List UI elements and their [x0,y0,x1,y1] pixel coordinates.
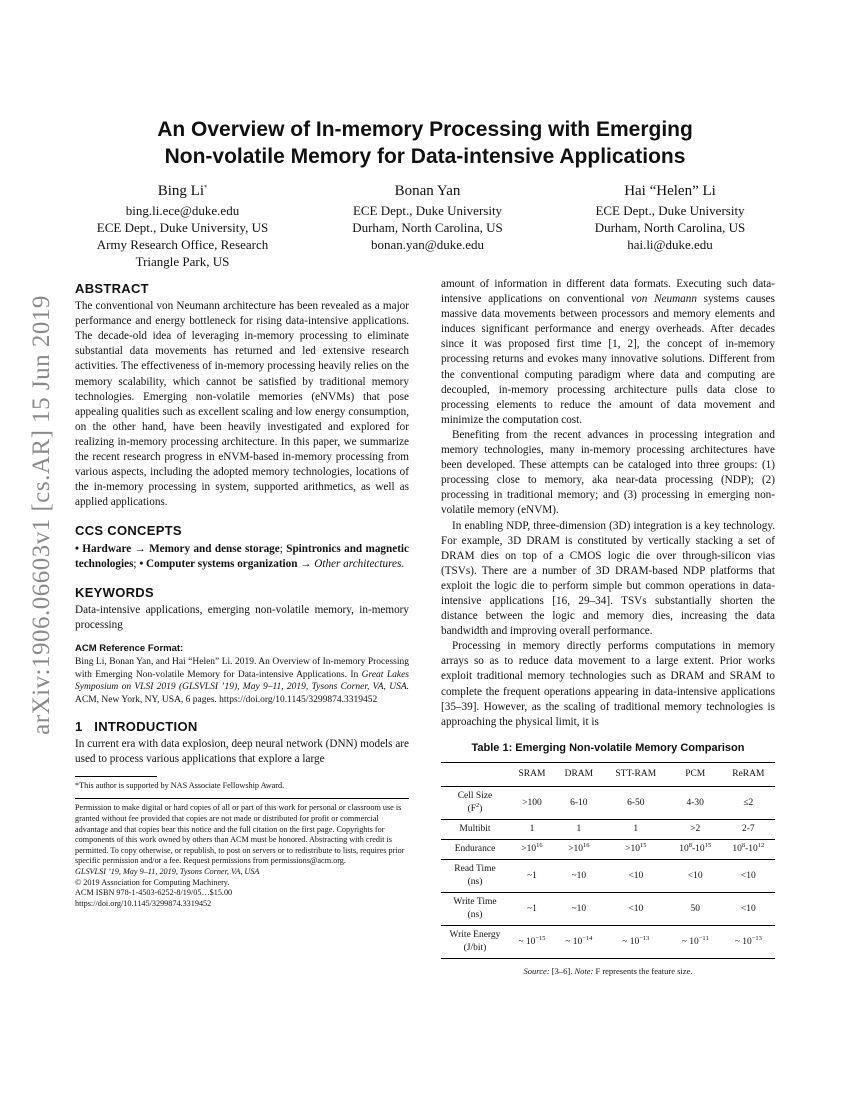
author-email: hai.li@duke.edu [627,237,713,252]
table-caption: Table 1: Emerging Non-volatile Memory Comparison [471,741,745,754]
author-1 [80,183,285,270]
table-cell: <10 [722,860,775,893]
ccs-text: • Hardware → Memory and dense storage; Spintronics and magnetic technologies; • Computer systems organization → Other architectures. [75,542,410,570]
table-cell: >2 [669,820,722,840]
row-label: Read Time (ns) [441,860,509,893]
table-cell: $>10^{15}$ [603,840,669,860]
table-row [441,820,775,840]
author-block [80,183,770,270]
intro-paragraph-2: Benefiting from the recent advances in processing integration and memory technologies, many in-memory processing architectures have been developed. These attempts can be cataloged into three groups: (1) processing close to memory, aka near-data processing (NDP); (2) processing in traditional memory; and (3) processing in emerging non-volatile memory (eNVM). [441,428,775,517]
abstract-text: The conventional von Neumann architecture has been revealed as a major performance and energy bottleneck for rising data-intensive applications. The decade-old idea of leveraging in-memory processing to eliminate substantial data movements has returned and led extensive research activities. The effectiveness of in-memory processing heavily relies on the memory scalability, which cannot be satisfied by traditional memory technologies. Emerging non-volatile memories (eNVMs) that pose appealing qualities such as excellent scaling and low energy consumption, on the other hand, have been heavily investigated and explored for realizing in-memory processing architecture. In this paper, we summarize the recent research progress in eNVM-based in-memory processing from various aspects, including the adopted memory technologies, locations of the in-memory processing in system, supported arithmetics, as well as applied applications. [75,300,409,509]
table-cell: ~ $10^{-14}$ [555,926,603,959]
table-cell: >100 [509,787,555,820]
table-cell: $10^8-10^{15}$ [669,840,722,860]
author-3 [570,183,770,270]
author-affiliation: ECE Dept., Duke University, US [96,220,269,235]
table-row [441,926,775,959]
table-cell: ~1 [509,893,555,926]
table-cell: ~10 [555,893,603,926]
table-cell: 1 [603,820,669,840]
author-name: Bing Li [157,183,204,199]
table-cell: 1 [555,820,603,840]
author-email: bing.li.ece@duke.edu [125,203,240,218]
keywords-text: Data-intensive applications, emerging non-volatile memory, in-memory processing [75,603,409,631]
author-name: Hai “Helen” Li [624,183,716,199]
table-header-cell: ReRAM [722,762,775,786]
table-cell: 50 [669,893,722,926]
table-cell: ≤2 [722,787,775,820]
introduction-heading: 1 INTRODUCTION [75,719,198,735]
table-row [441,860,775,893]
acm-reference-heading: ACM Reference Format: [75,642,184,654]
table-cell: <10 [669,860,722,893]
table-source-note: Source: [3–6]. Note: F represents the feature size. [523,966,693,976]
table-header-cell: PCM [669,762,722,786]
table-cell: ~ $10^{-13}$ [722,926,775,959]
memory-comparison-table [441,762,775,959]
author-name: Bonan Yan [394,183,461,199]
left-column [75,281,409,909]
arxiv-sidebar-stamp [22,290,62,740]
table-cell: ~ $10^{-13}$ [603,926,669,959]
copyright-line: © 2019 Association for Computing Machinery. [75,877,230,887]
author-affiliation: Army Research Office, Research [96,237,269,252]
row-label: Write Time (ns) [441,893,509,926]
table-header-cell: SRAM [509,762,555,786]
author-affiliation: ECE Dept., Duke University [595,203,745,218]
author-location: Durham, North Carolina, US [352,220,503,235]
table-header-cell: STT-RAM [603,762,669,786]
table-cell: ~1 [509,860,555,893]
table-cell: ~10 [555,860,603,893]
row-label: Multibit [441,820,509,840]
title-line-1: An Overview of In-memory Processing with Emerging [157,118,693,141]
author-affiliation: ECE Dept., Duke University [352,203,503,218]
table-cell: ~ $10^{-11}$ [669,926,722,959]
intro-paragraph-continued: amount of information in different data formats. Executing such data-intensive applications on conventional von Neumann systems causes massive data movements between processors and memory elements and induces significant performance and energy overheads. After decades since it was proposed first time [1, 2], the concept of in-memory processing returns and evokes many innovative solutions. Different from the conventional computing paradigm where data and computing are decoupled, in-memory processing architecture pulls data close to processing elements to reduce the amount of data movement and minimize the computation cost. [441,278,775,426]
ccs-heading: CCS CONCEPTS [75,523,182,539]
author-location: Durham, North Carolina, US [594,220,746,235]
author-email: bonan.yan@duke.edu [370,237,485,252]
table-cell: $10^8-10^{12}$ [722,840,775,860]
footnote-rule [75,776,157,777]
acm-reference-text: Bing Li, Bonan Yan, and Hai “Helen” Li. 2019. An Overview of In-memory Processing with Emerging Non-volatile Memory for Data-intensive Applications. In Great Lakes Symposium on VLSI 2019 (GLSVLSI ’19), May 9–11, 2019, Tysons Corner, VA, USA. ACM, New York, NY, USA, 6 pages. https://doi.org/10.1145/3299874.3319452 [75,657,409,705]
introduction-paragraph: In current era with data explosion, deep neural network (DNN) models are used to process various applications that explore a large [75,738,409,766]
table-header-cell: DRAM [555,762,603,786]
footnote-text: *This author is supported by NAS Associate Fellowship Award. [75,781,285,791]
doi-link[interactable]: https://doi.org/10.1145/3299874.3319452 [75,898,212,908]
row-label: Write Energy (J/bit) [441,926,509,959]
conference-info: GLSVLSI ’19, May 9–11, 2019, Tysons Corner, VA, USA [75,866,260,876]
permission-text: Permission to make digital or hard copies of all or part of this work for personal or classroom use is granted without fee provided that copies are not made or distributed for profit or commercial advantage and that copies bear this notice and the full citation on the first page. Copyrights for components of this work owned by others than ACM must be honored. Abstracting with credit is permitted. To copy otherwise, or republish, to post on servers or to redistribute to lists, requires prior specific permission and/or a fee. Request permissions from permissions@acm.org. [75,803,405,866]
table-cell: 2-7 [722,820,775,840]
isbn-line: ACM ISBN 978-1-4503-6252-8/19/05…$15.00 [75,888,233,898]
table-cell: 4-30 [669,787,722,820]
table-cell: <10 [603,860,669,893]
arxiv-identifier: arXiv:1906.06603v1 [cs.AR] 15 Jun 2019 [28,295,55,735]
permission-block [75,798,409,909]
intro-paragraph-3: In enabling NDP, three-dimension (3D) integration is a key technology. For example, 3D DRAM is constituted by vertically stacking a set of DRAM dies on top of a CMOS logic die over through-silicon vias (TSVs). There are a number of 3D DRAM-based NDP platforms that exploit the logic die to perform simple but common operations in data-intensive applications [16, 29–34]. TSVs substantially shorten the distance between the logic and memory dies, increasing the data bandwidth and improving overall performance. [441,519,775,638]
author-2 [328,183,528,270]
table-cell: $>10^{16}$ [509,840,555,860]
table-cell: 6-50 [603,787,669,820]
author-affiliation: Triangle Park, US [135,254,230,269]
table-cell: ~ $10^{-15}$ [509,926,555,959]
table-header-cell [441,762,509,786]
table-row [441,893,775,926]
abstract-heading: ABSTRACT [75,281,149,296]
table-cell: <10 [603,893,669,926]
title-line-2: Non-volatile Memory for Data-intensive Applications [164,145,686,168]
table-cell: 6-10 [555,787,603,820]
table-cell: $>10^{16}$ [555,840,603,860]
right-column [441,277,775,979]
intro-paragraph-4: Processing in memory directly performs computations in memory arrays so as to reduce data movement to a large extent. Prior works exploit traditional memory technologies such as DRAM and SRAM to complete the frequent operations appearing in data-intensive applications [35–39]. However, as the scaling of traditional memory technologies is approaching the physical limit, it is [441,640,775,728]
table-cell: <10 [722,893,775,926]
author-footnote-mark: * [204,184,208,191]
row-label: Cell Size $(F^2)$ [441,787,509,820]
table-row [441,787,775,820]
paper-title [60,116,790,170]
table-cell: 1 [509,820,555,840]
keywords-heading: KEYWORDS [75,584,154,600]
table-header-row [441,762,775,786]
row-label: Endurance [441,840,509,860]
table-row [441,840,775,860]
